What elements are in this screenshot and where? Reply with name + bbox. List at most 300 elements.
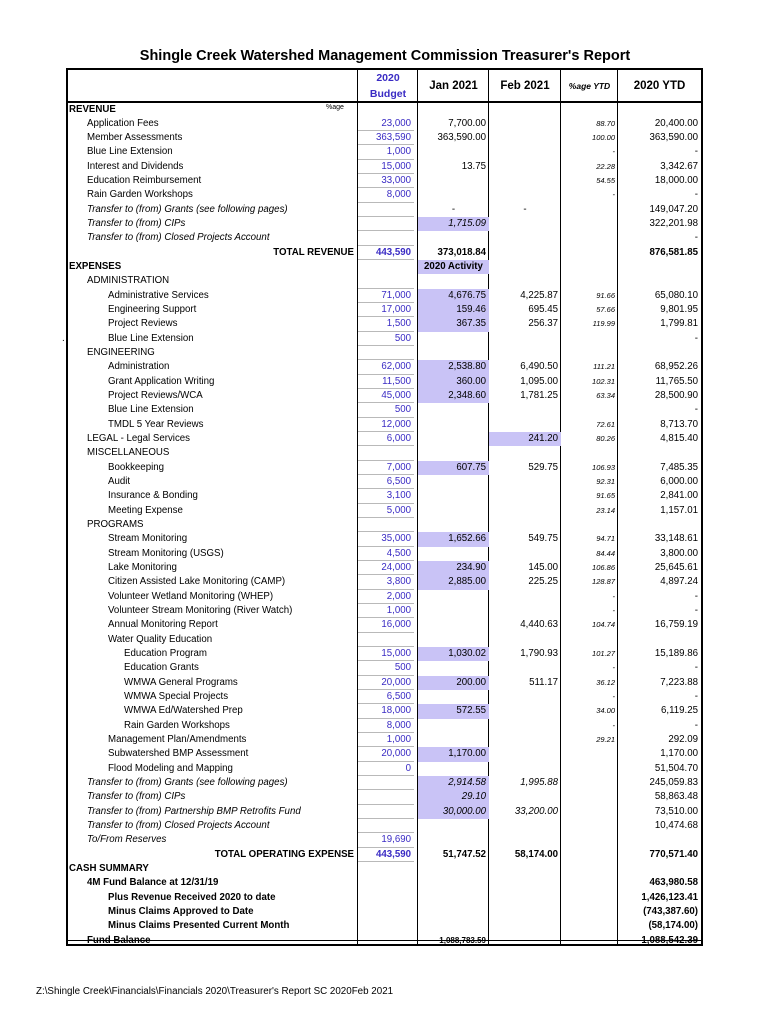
pct-ytd-cell: 57.66 — [596, 305, 615, 315]
budget-cell: 12,000 — [358, 418, 414, 432]
ytd-cell: - — [694, 146, 698, 158]
header-feb: Feb 2021 — [500, 79, 550, 92]
budget-cell: 16,000 — [358, 618, 414, 632]
table-row — [68, 590, 701, 604]
feb-cell: 225.25 — [528, 576, 558, 588]
jan-cell: 29.10 — [418, 790, 489, 804]
ytd-cell: 3,800.00 — [660, 547, 698, 559]
table-row — [68, 690, 701, 704]
table-row — [68, 833, 701, 847]
table-row — [68, 633, 701, 647]
row-label: Fund Balance — [87, 934, 151, 946]
row-label: Bookkeeping — [108, 461, 165, 473]
row-marker: . — [62, 332, 65, 344]
table-row — [68, 231, 701, 245]
jan-cell: 1,715.09 — [418, 217, 489, 231]
row-label: Insurance & Bonding — [108, 490, 198, 502]
ytd-cell: 4,897.24 — [660, 576, 698, 588]
budget-cell: 4,500 — [358, 547, 414, 561]
row-label: Minus Claims Approved to Date — [108, 905, 254, 917]
ytd-cell: 322,201.98 — [649, 218, 698, 230]
pct-ytd-cell: 92.31 — [596, 477, 615, 487]
budget-cell: 35,000 — [358, 532, 414, 546]
ytd-cell: 65,080.10 — [654, 289, 698, 301]
ytd-cell: - — [694, 404, 698, 416]
ytd-cell: 18,000.00 — [654, 175, 698, 187]
pct-ytd-cell: 84.44 — [596, 548, 615, 558]
table-row — [68, 360, 701, 374]
jan-cell: 30,000.00 — [418, 805, 489, 819]
pct-ytd-cell: - — [612, 591, 615, 601]
ytd-cell: 28,500.90 — [654, 390, 698, 402]
budget-cell: 6,500 — [358, 475, 414, 489]
budget-cell — [358, 776, 414, 790]
ytd-cell: 3,342.67 — [660, 160, 698, 172]
ytd-cell: 68,952.26 — [654, 361, 698, 373]
row-label: Education Reimbursement — [87, 175, 202, 187]
budget-cell — [358, 805, 414, 819]
budget-cell: 19,690 — [358, 833, 414, 847]
report-title: Shingle Creek Watershed Management Commission Treasurer's Report — [139, 48, 631, 64]
feb-cell: 33,200.00 — [514, 805, 558, 817]
jan-cell: 4,676.75 — [418, 289, 489, 303]
budget-cell: 6,000 — [358, 432, 414, 446]
pct-ytd-cell: 91.65 — [596, 491, 615, 501]
row-label: TOTAL OPERATING EXPENSE — [214, 848, 354, 860]
budget-cell: 71,000 — [358, 289, 414, 303]
row-label: WMWA General Programs — [124, 676, 238, 688]
budget-cell: 3,100 — [358, 489, 414, 503]
row-label: Stream Monitoring (USGS) — [108, 547, 224, 559]
pct-ytd-cell: 94.71 — [596, 534, 615, 544]
pct-ytd-cell: 106.93 — [592, 462, 615, 472]
pct-ytd-cell: 29.21 — [596, 735, 615, 745]
ytd-cell: 58,863.48 — [654, 791, 698, 803]
table-row — [68, 103, 701, 117]
row-label: Volunteer Wetland Monitoring (WHEP) — [108, 590, 274, 602]
row-label: TMDL 5 Year Reviews — [108, 418, 204, 430]
budget-cell — [358, 231, 414, 245]
ytd-cell: 33,148.61 — [654, 533, 698, 545]
budget-cell: 1,000 — [358, 733, 414, 747]
jan-cell: 572.55 — [418, 704, 489, 718]
budget-cell — [358, 790, 414, 804]
pct-ytd-cell: 106.86 — [592, 563, 615, 573]
table-row — [68, 375, 701, 389]
row-label: Minus Claims Presented Current Month — [108, 920, 290, 932]
ytd-cell: 6,119.25 — [661, 705, 698, 717]
table-row — [62, 332, 701, 346]
row-label: Blue Line Extension — [87, 146, 173, 158]
table-row — [68, 303, 701, 317]
ytd-cell: 4,815.40 — [660, 433, 698, 445]
row-label: Management Plan/Amendments — [108, 734, 247, 746]
pct-ytd-cell: 101.27 — [592, 649, 615, 659]
table-row — [68, 246, 701, 260]
budget-cell — [358, 633, 414, 647]
table-row — [68, 461, 701, 475]
ytd-cell: - — [694, 662, 698, 674]
pct-ytd-cell: - — [612, 606, 615, 616]
budget-cell: 62,000 — [358, 360, 414, 374]
budget-cell: 0 — [358, 762, 414, 776]
table-row — [68, 403, 701, 417]
table-row — [68, 217, 701, 231]
table-row — [68, 776, 701, 790]
table-row — [68, 274, 701, 288]
table-row — [68, 905, 701, 919]
row-label: LEGAL - Legal Services — [87, 433, 191, 445]
ytd-cell: - — [694, 332, 698, 344]
pct-ytd-cell: - — [612, 663, 615, 673]
row-label: Project Reviews/WCA — [108, 390, 203, 402]
budget-cell: 2,000 — [358, 590, 414, 604]
table-row — [68, 504, 701, 518]
feb-cell: 529.75 — [528, 461, 558, 473]
feb-cell: 511.17 — [529, 676, 558, 688]
pct-ytd-cell: 63.34 — [596, 391, 615, 401]
row-label: Transfer to (from) CIPs — [87, 791, 186, 803]
pct-ytd-cell: 104.74 — [592, 620, 615, 630]
row-label: Volunteer Stream Monitoring (River Watch) — [108, 605, 293, 617]
row-label: Blue Line Extension — [108, 404, 194, 416]
row-label: Transfer to (from) Closed Projects Account — [87, 232, 270, 244]
jan-cell: 363,590.00 — [437, 132, 486, 144]
row-label: Blue Line Extension — [108, 332, 194, 344]
ytd-cell: 1,799.81 — [660, 318, 698, 330]
budget-cell: 5,000 — [358, 504, 414, 518]
table-row — [68, 489, 701, 503]
pct-ytd-cell: 128.87 — [592, 577, 615, 587]
row-label: Education Grants — [124, 662, 199, 674]
ytd-cell: 73,510.00 — [654, 805, 698, 817]
budget-cell: 24,000 — [358, 561, 414, 575]
budget-cell — [358, 446, 414, 460]
row-label: PROGRAMS — [87, 519, 144, 531]
feb-cell: 6,490.50 — [520, 361, 558, 373]
jan-cell: 1,030.02 — [418, 647, 489, 661]
table-row — [68, 848, 701, 862]
budget-cell: 11,500 — [358, 375, 414, 389]
table-row — [68, 876, 701, 890]
pct-ytd-cell: 88.70 — [596, 118, 615, 128]
pct-ytd-cell: 100.00 — [592, 133, 615, 143]
ytd-cell: 876,581.85 — [649, 246, 698, 258]
budget-cell: 443,590 — [358, 246, 414, 260]
ytd-cell: 2,841.00 — [660, 490, 698, 502]
row-label: Education Program — [124, 648, 207, 660]
table-row — [68, 561, 701, 575]
table-row — [68, 446, 701, 460]
feb-cell: 145.00 — [528, 562, 558, 574]
budget-cell — [358, 217, 414, 231]
budget-cell: 15,000 — [358, 647, 414, 661]
row-label: Stream Monitoring — [108, 533, 188, 545]
feb-cell: 58,174.00 — [514, 848, 558, 860]
budget-cell: 23,000 — [358, 117, 414, 131]
ytd-cell: (58,174.00) — [648, 920, 698, 932]
table-row — [68, 747, 701, 761]
jan-cell: 2,885.00 — [418, 575, 489, 589]
pct-ytd-cell: 72.61 — [596, 419, 615, 429]
ytd-cell: - — [694, 605, 698, 617]
table-row — [68, 719, 701, 733]
table-row — [68, 160, 701, 174]
ytd-cell: 292.09 — [668, 734, 698, 746]
jan-cell: 200.00 — [418, 676, 489, 690]
table-row — [68, 575, 701, 589]
row-label: Lake Monitoring — [108, 562, 177, 574]
jan-cell: 1,170.00 — [418, 747, 489, 761]
row-label: TOTAL REVENUE — [273, 246, 354, 258]
budget-cell — [358, 274, 414, 288]
row-label: MISCELLANEOUS — [87, 447, 170, 459]
table-row — [68, 805, 701, 819]
pct-ytd-cell: 102.31 — [592, 376, 615, 386]
table-row — [68, 762, 701, 776]
table-row — [68, 418, 701, 432]
budget-cell — [358, 518, 414, 532]
feb-cell: 1,790.93 — [520, 648, 558, 660]
jan-cell: 360.00 — [418, 375, 489, 389]
header-ytd: 2020 YTD — [633, 79, 686, 92]
table-row — [68, 289, 701, 303]
ytd-cell: 1,157.01 — [660, 504, 698, 516]
row-label: Citizen Assisted Lake Monitoring (CAMP) — [108, 576, 286, 588]
budget-cell: 500 — [358, 403, 414, 417]
jan-cell: 2020 Activity — [418, 260, 489, 274]
row-label: Rain Garden Workshops — [87, 189, 193, 201]
pct-ytd-cell: - — [612, 692, 615, 702]
table-row — [68, 518, 701, 532]
pct-ytd-cell: - — [612, 147, 615, 157]
jan-cell: 1,088,783.59 — [439, 935, 486, 945]
pct-note: %age — [326, 104, 344, 111]
ytd-cell: 1,170.00 — [660, 748, 698, 760]
table-row — [68, 862, 701, 876]
row-label: EXPENSES — [69, 261, 122, 273]
header-jan: Jan 2021 — [429, 79, 478, 92]
file-path-footer: Z:\Shingle Creek\Financials\Financials 2020\Treasurer's Report SC 2020Feb 2021 — [36, 986, 394, 997]
jan-cell: 2,914.58 — [418, 776, 489, 790]
budget-cell: 33,000 — [358, 174, 414, 188]
budget-cell: 500 — [358, 661, 414, 675]
row-label: Meeting Expense — [108, 504, 183, 516]
table-row — [68, 704, 701, 718]
budget-cell: 3,800 — [358, 575, 414, 589]
row-label: WMWA Ed/Watershed Prep — [124, 705, 243, 717]
ytd-cell: 20,400.00 — [654, 117, 698, 129]
row-label: Transfer to (from) CIPs — [87, 218, 186, 230]
row-label: To/From Reserves — [87, 834, 167, 846]
pct-ytd-cell: 54.55 — [596, 176, 615, 186]
row-label: Application Fees — [87, 117, 159, 129]
jan-cell: 2,538.80 — [418, 360, 489, 374]
row-label: Subwatershed BMP Assessment — [108, 748, 249, 760]
budget-cell: 20,000 — [358, 747, 414, 761]
row-label: Transfer to (from) Closed Projects Account — [87, 820, 270, 831]
ytd-cell: 16,759.19 — [654, 619, 698, 631]
table-row — [68, 647, 701, 661]
feb-cell: 241.20 — [489, 432, 561, 446]
budget-cell: 20,000 — [358, 676, 414, 690]
row-label: Water Quality Education — [108, 633, 213, 645]
budget-cell: 363,590 — [358, 131, 414, 145]
row-label: 4M Fund Balance at 12/31/19 — [87, 877, 219, 889]
jan-cell: 13.75 — [461, 160, 486, 172]
ytd-cell: 1,088,542.39 — [641, 934, 698, 946]
pct-ytd-cell: 36.12 — [596, 677, 615, 687]
ytd-cell: 149,047.20 — [649, 203, 698, 215]
ytd-cell: - — [694, 232, 698, 244]
budget-cell: 7,000 — [358, 461, 414, 475]
pct-ytd-cell: 80.26 — [596, 434, 615, 444]
pct-ytd-cell: 22.28 — [596, 161, 615, 171]
budget-cell: 6,500 — [358, 690, 414, 704]
table-row — [68, 145, 701, 159]
budget-cell: 443,590 — [358, 848, 414, 862]
pct-ytd-cell: - — [612, 720, 615, 730]
row-label: ENGINEERING — [87, 347, 155, 359]
budget-cell: 45,000 — [358, 389, 414, 403]
table-row — [68, 919, 701, 933]
table-row — [68, 819, 701, 833]
jan-cell: - — [451, 203, 456, 215]
row-label: Project Reviews — [108, 318, 178, 330]
row-label: REVENUE — [69, 103, 116, 115]
row-label: Administration — [108, 361, 170, 373]
row-label: Grant Application Writing — [108, 375, 215, 387]
pct-ytd-cell: 34.00 — [596, 706, 615, 716]
ytd-cell: 245,059.83 — [649, 777, 698, 788]
ytd-cell: 7,485.35 — [660, 461, 698, 473]
table-row — [68, 317, 701, 331]
ytd-cell: 7,223.88 — [660, 676, 698, 688]
table-row — [68, 891, 701, 905]
row-label: Annual Monitoring Report — [108, 619, 218, 631]
row-label: CASH SUMMARY — [69, 862, 149, 874]
ytd-cell: - — [694, 189, 698, 201]
jan-cell: 7,700.00 — [448, 117, 486, 129]
row-label: Member Assessments — [87, 132, 183, 144]
ytd-cell: 8,713.70 — [660, 418, 698, 430]
jan-cell: 373,018.84 — [437, 246, 486, 258]
table-row — [68, 618, 701, 632]
table-row — [68, 117, 701, 131]
table-row — [68, 532, 701, 546]
ytd-cell: 10,474.68 — [654, 820, 698, 831]
row-label: Interest and Dividends — [87, 160, 184, 172]
table-row — [68, 188, 701, 202]
table-row — [68, 203, 701, 217]
table-row — [68, 389, 701, 403]
jan-cell: 159.46 — [418, 303, 489, 317]
row-label: Transfer to (from) Grants (see following pages) — [87, 203, 288, 215]
ytd-cell: - — [694, 691, 698, 703]
row-label: Transfer to (from) Partnership BMP Retrofits Fund — [87, 805, 301, 817]
table-row — [68, 432, 701, 446]
row-label: Audit — [108, 476, 131, 488]
budget-cell — [358, 819, 414, 833]
row-label: WMWA Special Projects — [124, 691, 229, 703]
table-row — [68, 260, 701, 274]
row-label: Rain Garden Workshops — [124, 719, 230, 731]
pct-ytd-cell: 111.21 — [593, 362, 615, 372]
feb-cell: - — [523, 203, 527, 215]
ytd-cell: 51,504.70 — [654, 762, 698, 774]
jan-cell: 234.90 — [418, 561, 489, 575]
feb-cell: 256.37 — [528, 318, 558, 330]
ytd-cell: 15,189.86 — [654, 648, 698, 660]
jan-cell: 51,747.52 — [442, 848, 486, 860]
table-row — [68, 661, 701, 675]
table-row — [68, 475, 701, 489]
jan-cell: 607.75 — [418, 461, 489, 475]
feb-cell: 4,225.87 — [520, 289, 558, 301]
table-row — [68, 790, 701, 804]
jan-cell: 1,652.66 — [418, 532, 489, 546]
feb-cell: 1,095.00 — [520, 375, 558, 387]
ytd-cell: 6,000.00 — [660, 476, 698, 488]
ytd-cell: 770,571.40 — [649, 848, 698, 860]
bottom-rule — [68, 940, 701, 941]
header-pct-ytd: %age YTD — [568, 80, 611, 91]
budget-cell: 1,000 — [358, 145, 414, 159]
budget-cell: 17,000 — [358, 303, 414, 317]
row-label: ADMINISTRATION — [87, 275, 170, 287]
budget-cell: 8,000 — [358, 719, 414, 733]
header-budget: 2020 Budget — [369, 71, 407, 100]
budget-cell: 18,000 — [358, 704, 414, 718]
ytd-cell: - — [694, 719, 698, 731]
feb-cell: 4,440.63 — [520, 619, 558, 631]
table-row — [68, 604, 701, 618]
feb-cell: 695.45 — [528, 304, 558, 316]
table-row — [68, 346, 701, 360]
ytd-cell: 25,645.61 — [654, 562, 698, 574]
row-label: Flood Modeling and Mapping — [108, 762, 233, 774]
pct-ytd-cell: 119.99 — [592, 319, 615, 329]
jan-cell: 2,348.60 — [418, 389, 489, 403]
treasurer-report-table — [62, 68, 703, 946]
ytd-cell: 463,980.58 — [649, 877, 698, 889]
budget-cell: 15,000 — [358, 160, 414, 174]
row-label: Engineering Support — [108, 304, 197, 316]
pct-ytd-cell: - — [612, 190, 615, 200]
ytd-cell: - — [694, 590, 698, 602]
budget-cell — [358, 203, 414, 217]
pct-ytd-cell: 23.14 — [596, 505, 615, 515]
row-label: Transfer to (from) Grants (see following pages) — [87, 777, 288, 788]
table-row — [68, 547, 701, 561]
ytd-cell: 363,590.00 — [649, 132, 698, 144]
row-label: Plus Revenue Received 2020 to date — [108, 891, 276, 903]
budget-cell: 500 — [358, 332, 414, 346]
row-label: Administrative Services — [108, 289, 209, 301]
pct-ytd-cell: 91.66 — [596, 290, 615, 300]
table-row — [68, 131, 701, 145]
ytd-cell: (743,387.60) — [643, 905, 698, 917]
ytd-cell: 9,801.95 — [660, 304, 698, 316]
ytd-cell: 1,426,123.41 — [641, 891, 698, 903]
table-row — [68, 174, 701, 188]
table-row — [68, 676, 701, 690]
feb-cell: 1,781.25 — [520, 390, 558, 402]
budget-cell: 8,000 — [358, 188, 414, 202]
table-row — [68, 733, 701, 747]
budget-cell: 1,500 — [358, 317, 414, 331]
budget-cell: 1,000 — [358, 604, 414, 618]
